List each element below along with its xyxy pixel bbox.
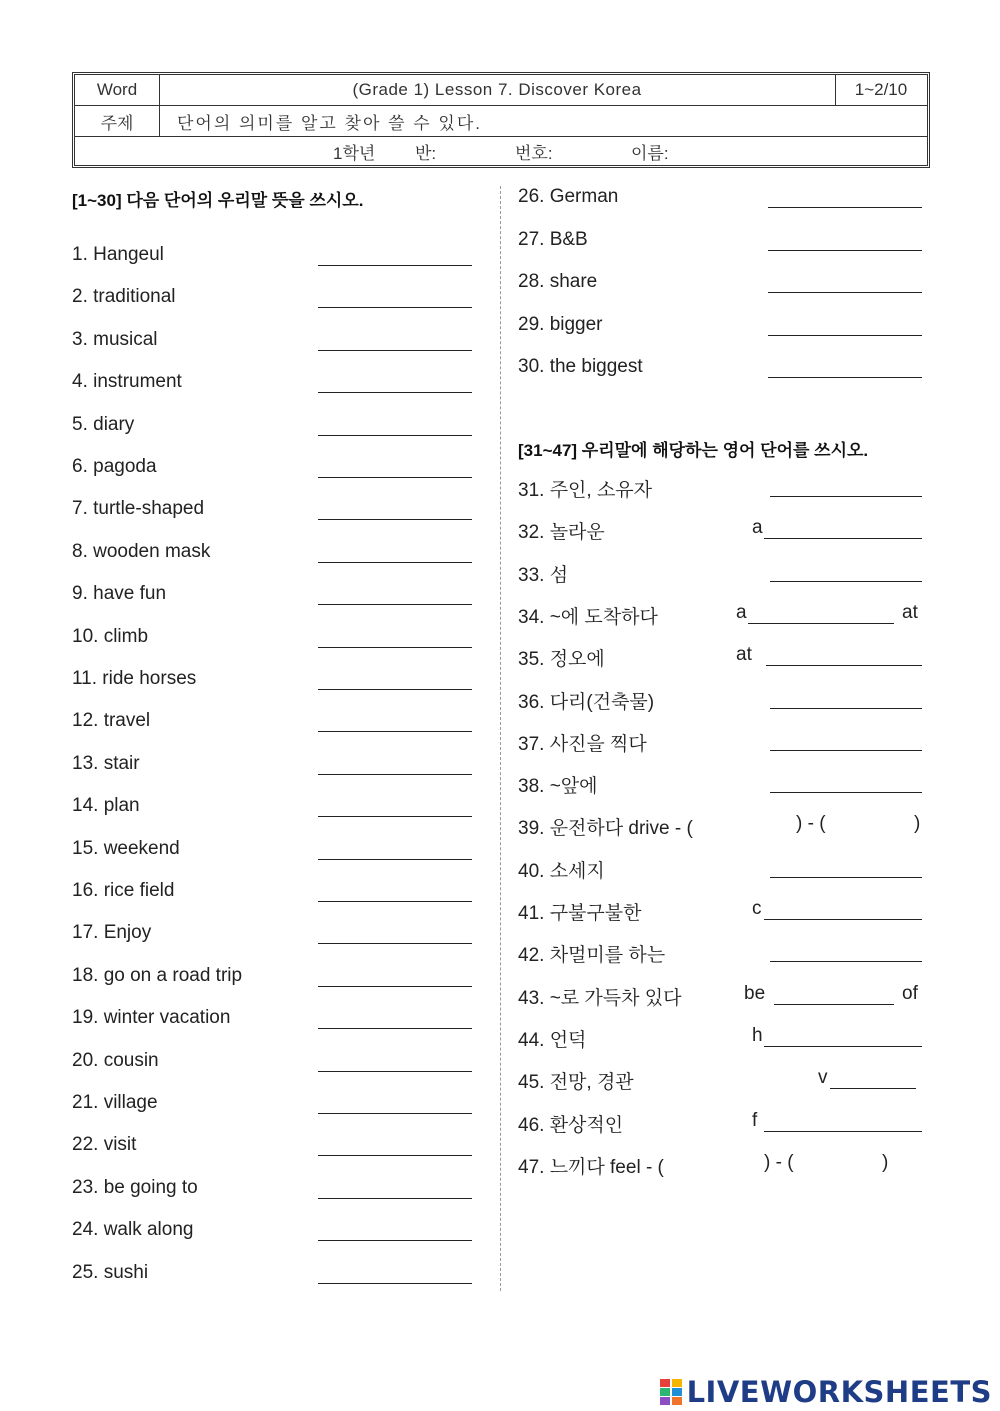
grade-label: 1학년 <box>333 143 376 163</box>
question-item: 43. ~로 가득차 있다 <box>518 987 682 1009</box>
question-item: 30. the biggest <box>518 356 643 378</box>
answer-blank[interactable] <box>764 1131 922 1132</box>
question-item: 22. visit <box>72 1134 137 1156</box>
question-item: 15. weekend <box>72 837 180 859</box>
question-item: 14. plan <box>72 795 140 817</box>
answer-blank[interactable] <box>768 207 922 208</box>
answer-prefix: a <box>752 517 763 539</box>
question-item: 32. 놀라운 <box>518 522 605 544</box>
question-item: 31. 주인, 소유자 <box>518 480 653 501</box>
question-item: 40. 소세지 <box>518 860 605 882</box>
question-item: 3. musical <box>72 328 158 350</box>
answer-prefix: a <box>736 601 747 623</box>
header-row-topic <box>75 106 927 137</box>
question-item: 18. go on a road trip <box>72 964 243 986</box>
header-table <box>72 72 930 168</box>
header-row-student <box>75 137 927 165</box>
header-row-title <box>75 75 927 106</box>
answer-blank[interactable] <box>830 1088 916 1089</box>
answer-blank[interactable] <box>318 774 472 775</box>
answer-blank[interactable] <box>770 750 922 751</box>
question-item: 28. share <box>518 271 598 293</box>
answer-blank[interactable] <box>318 477 472 478</box>
question-item: 34. ~에 도착하다 <box>518 606 658 628</box>
answer-blank[interactable] <box>318 901 472 902</box>
lesson-title: (Grade 1) Lesson 7. Discover Korea <box>159 75 836 105</box>
question-item: 39. 운전하다 drive - ( <box>518 818 693 840</box>
answer-blank[interactable] <box>318 1240 472 1241</box>
question-item: 20. cousin <box>72 1049 159 1071</box>
answer-blank[interactable] <box>318 350 472 351</box>
question-item: 12. travel <box>72 710 151 732</box>
topic-text: 단어의 의미를 알고 찾아 쓸 수 있다. <box>177 113 482 133</box>
answer-blank[interactable] <box>768 335 922 336</box>
question-item: 35. 정오에 <box>518 649 605 671</box>
answer-blank[interactable] <box>318 392 472 393</box>
question-item: 10. climb <box>72 625 149 647</box>
answer-blank[interactable] <box>768 292 922 293</box>
answer-blank[interactable] <box>770 877 922 878</box>
question-item: 13. stair <box>72 752 140 774</box>
answer-blank[interactable] <box>318 1113 472 1114</box>
question-item: 2. traditional <box>72 286 176 308</box>
question-item: 24. walk along <box>72 1219 194 1241</box>
topic-label: 주제 <box>75 106 160 136</box>
answer-blank[interactable] <box>764 919 922 920</box>
question-item: 45. 전망, 경관 <box>518 1072 634 1094</box>
answer-blank[interactable] <box>318 1028 472 1029</box>
answer-suffix: of <box>902 982 918 1004</box>
answer-blank[interactable] <box>764 538 922 539</box>
question-item: 8. wooden mask <box>72 540 211 562</box>
answer-blank[interactable] <box>318 943 472 944</box>
answer-blank[interactable] <box>748 623 894 624</box>
answer-blank[interactable] <box>318 1071 472 1072</box>
answer-blank[interactable] <box>770 496 922 497</box>
question-item: 44. 언덕 <box>518 1029 587 1051</box>
question-item: 27. B&B <box>518 228 588 250</box>
answer-blank[interactable] <box>318 307 472 308</box>
section2-instruction: [31~47] 우리말에 해당하는 영어 단어를 쓰시오. <box>518 441 869 460</box>
answer-blank[interactable] <box>318 604 472 605</box>
question-item: 23. be going to <box>72 1176 198 1198</box>
question-item: 26. German <box>518 186 619 207</box>
answer-blank[interactable] <box>318 435 472 436</box>
question-item: 11. ride horses <box>72 668 197 689</box>
answer-blank[interactable] <box>318 816 472 817</box>
answer-blank[interactable] <box>318 986 472 987</box>
answer-blank[interactable] <box>318 731 472 732</box>
question-item: 41. 구불구불한 <box>518 903 642 924</box>
answer-blank[interactable] <box>770 961 922 962</box>
question-item: 16. rice field <box>72 880 175 901</box>
answer-prefix: f <box>752 1109 758 1131</box>
paren-separator: ) - ( <box>764 1151 794 1173</box>
answer-blank[interactable] <box>318 647 472 648</box>
answer-blank[interactable] <box>318 689 472 690</box>
answer-prefix: h <box>752 1024 763 1046</box>
number-label: 번호: <box>515 143 553 163</box>
answer-blank[interactable] <box>764 1046 922 1047</box>
question-item: 38. ~앞에 <box>518 776 598 798</box>
question-item: 5. diary <box>72 413 135 435</box>
question-item: 46. 환상적인 <box>518 1114 624 1136</box>
answer-blank[interactable] <box>318 519 472 520</box>
column-divider <box>500 186 501 1291</box>
question-item: 19. winter vacation <box>72 1007 231 1029</box>
answer-blank[interactable] <box>774 1004 894 1005</box>
logo-mark-icon <box>660 1379 684 1405</box>
answer-prefix: at <box>736 644 752 666</box>
question-item: 7. turtle-shaped <box>72 498 205 520</box>
logo-text: LIVEWORKSHEETS <box>686 1375 992 1409</box>
section1-instruction: [1~30] 다음 단어의 우리말 뜻을 쓰시오. <box>72 191 364 210</box>
answer-blank[interactable] <box>318 1198 472 1199</box>
answer-blank[interactable] <box>766 665 922 666</box>
paren-separator: ) - ( <box>796 813 826 835</box>
answer-suffix: at <box>902 601 918 623</box>
question-item: 4. instrument <box>72 371 182 393</box>
question-item: 21. village <box>72 1092 158 1113</box>
answer-blank[interactable] <box>770 708 922 709</box>
paren-close: ) <box>914 813 921 835</box>
word-label: Word <box>75 75 160 105</box>
answer-blank[interactable] <box>770 792 922 793</box>
liveworksheets-logo <box>660 1377 992 1407</box>
class-label: 반: <box>415 143 437 163</box>
paren-close: ) <box>882 1151 889 1173</box>
question-item: 1. Hangeul <box>72 244 164 265</box>
answer-prefix: v <box>818 1067 828 1089</box>
date-range: 1~2/10 <box>854 80 908 99</box>
answer-blank[interactable] <box>768 250 922 251</box>
question-item: 17. Enjoy <box>72 922 152 944</box>
answer-blank[interactable] <box>770 581 922 582</box>
question-item: 42. 차멀미를 하는 <box>518 945 666 967</box>
answer-prefix: c <box>752 898 762 919</box>
answer-blank[interactable] <box>318 859 472 860</box>
question-item: 33. 섬 <box>518 564 569 586</box>
question-item: 47. 느끼다 feel - ( <box>518 1156 664 1178</box>
question-item: 37. 사진을 찍다 <box>518 733 647 755</box>
question-item: 6. pagoda <box>72 456 157 477</box>
answer-prefix: be <box>744 982 766 1004</box>
answer-blank[interactable] <box>318 562 472 563</box>
question-item: 36. 다리(건축물) <box>518 691 655 713</box>
question-item: 29. bigger <box>518 313 603 335</box>
name-label: 이름: <box>631 143 669 163</box>
answer-blank[interactable] <box>318 1283 472 1284</box>
question-item: 9. have fun <box>72 583 167 605</box>
answer-blank[interactable] <box>318 1155 472 1156</box>
answer-blank[interactable] <box>768 377 922 378</box>
answer-blank[interactable] <box>318 265 472 266</box>
question-item: 25. sushi <box>72 1261 149 1283</box>
